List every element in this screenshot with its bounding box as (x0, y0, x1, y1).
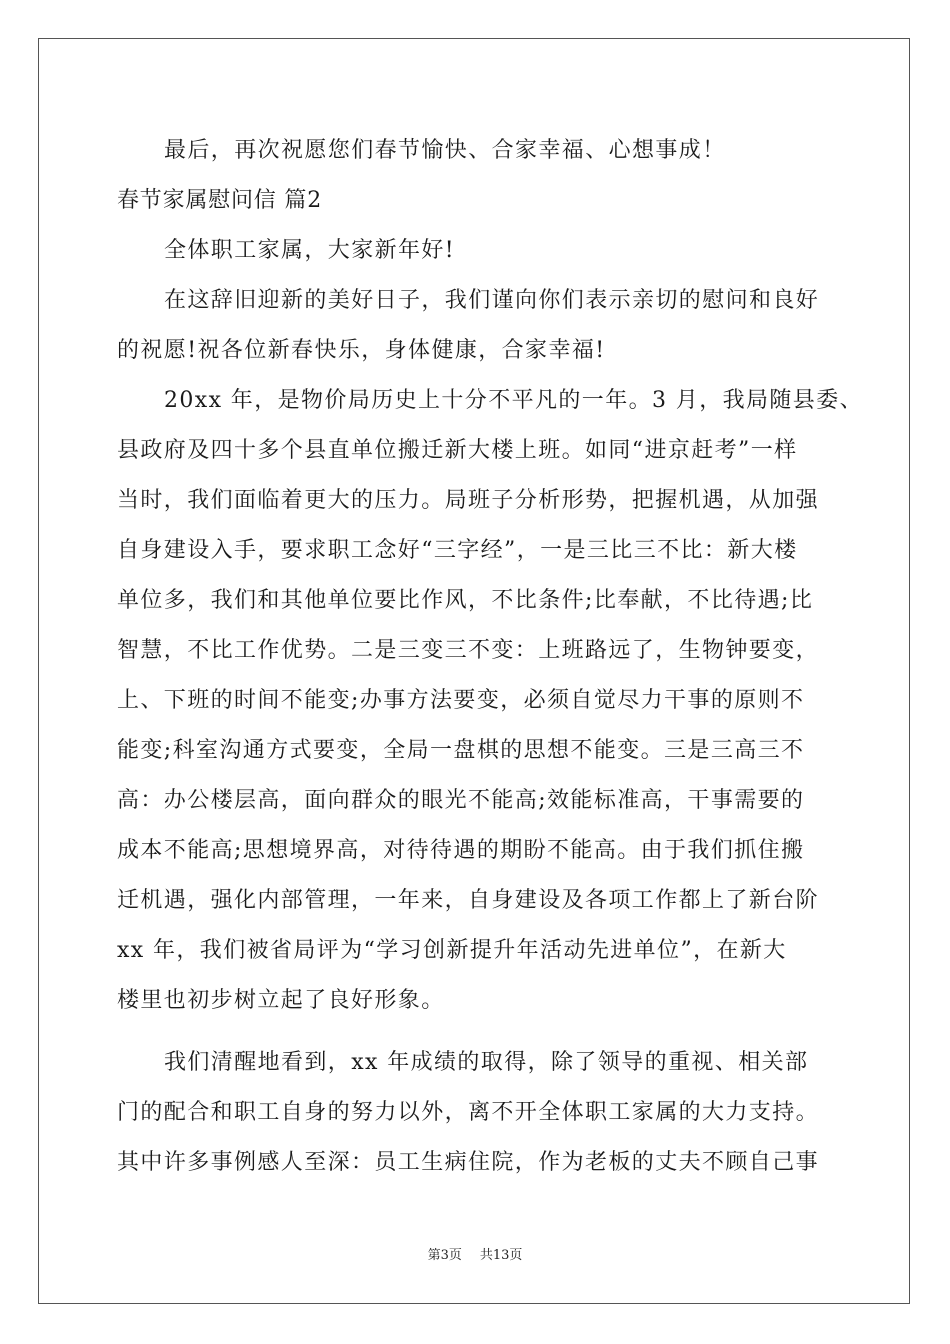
paragraph-line: 成本不能高;思想境界高，对待待遇的期盼不能高。由于我们抓住搬 (117, 838, 805, 863)
page-footer (0, 1244, 950, 1263)
paragraph-line: 门的配合和职工自身的努力以外，离不开全体职工家属的大力支持。 (117, 1100, 820, 1125)
section-heading: 春节家属慰问信 篇2 (117, 188, 322, 213)
paragraph-line: 楼里也初步树立起了良好形象。 (117, 988, 445, 1013)
salutation-line: 全体职工家属，大家新年好! (164, 238, 456, 263)
paragraph-line: 当时，我们面临着更大的压力。局班子分析形势，把握机遇，从加强 (117, 488, 820, 513)
paragraph-line: xx 年，我们被省局评为“学习创新提升年活动先进单位”，在新大 (117, 938, 787, 963)
paragraph-line: 能变;科室沟通方式要变，全局一盘棋的思想不能变。三是三高三不 (117, 738, 805, 763)
paragraph-line: 20xx 年，是物价局历史上十分不平凡的一年。3 月，我局随县委、 (164, 388, 863, 413)
paragraph-line: 智慧，不比工作优势。二是三变三不变：上班路远了，生物钟要变， (117, 638, 820, 663)
paragraph-line: 单位多，我们和其他单位要比作风，不比条件;比奉献，不比待遇;比 (117, 588, 814, 613)
paragraph-line: 上、下班的时间不能变;办事方法要变，必须自觉尽力干事的原则不 (117, 688, 805, 713)
paragraph-line: 县政府及四十多个县直单位搬迁新大楼上班。如同“进京赶考”一样 (117, 438, 798, 463)
paragraph-line: 自身建设入手，要求职工念好“三字经”，一是三比三不比：新大楼 (117, 538, 798, 563)
paragraph-line: 在这辞旧迎新的美好日子，我们谨向你们表示亲切的慰问和良好 (164, 288, 820, 313)
closing-wish-line: 最后，再次祝愿您们春节愉快、合家幸福、心想事成！ (164, 138, 726, 163)
page-total: 共13页 (479, 1248, 523, 1263)
paragraph-line: 我们清醒地看到，xx 年成绩的取得，除了领导的重视、相关部 (164, 1050, 809, 1075)
paragraph-line: 迁机遇，强化内部管理，一年来，自身建设及各项工作都上了新台阶 (117, 888, 820, 913)
page-number: 第3页 (427, 1248, 462, 1263)
document-body (117, 126, 863, 1188)
paragraph-line: 的祝愿!祝各位新春快乐，身体健康，合家幸福! (117, 338, 606, 363)
paragraph-line: 高：办公楼层高，面向群众的眼光不能高;效能标准高，干事需要的 (117, 788, 805, 813)
paragraph-line: 其中许多事例感人至深：员工生病住院，作为老板的丈夫不顾自己事 (117, 1150, 820, 1175)
